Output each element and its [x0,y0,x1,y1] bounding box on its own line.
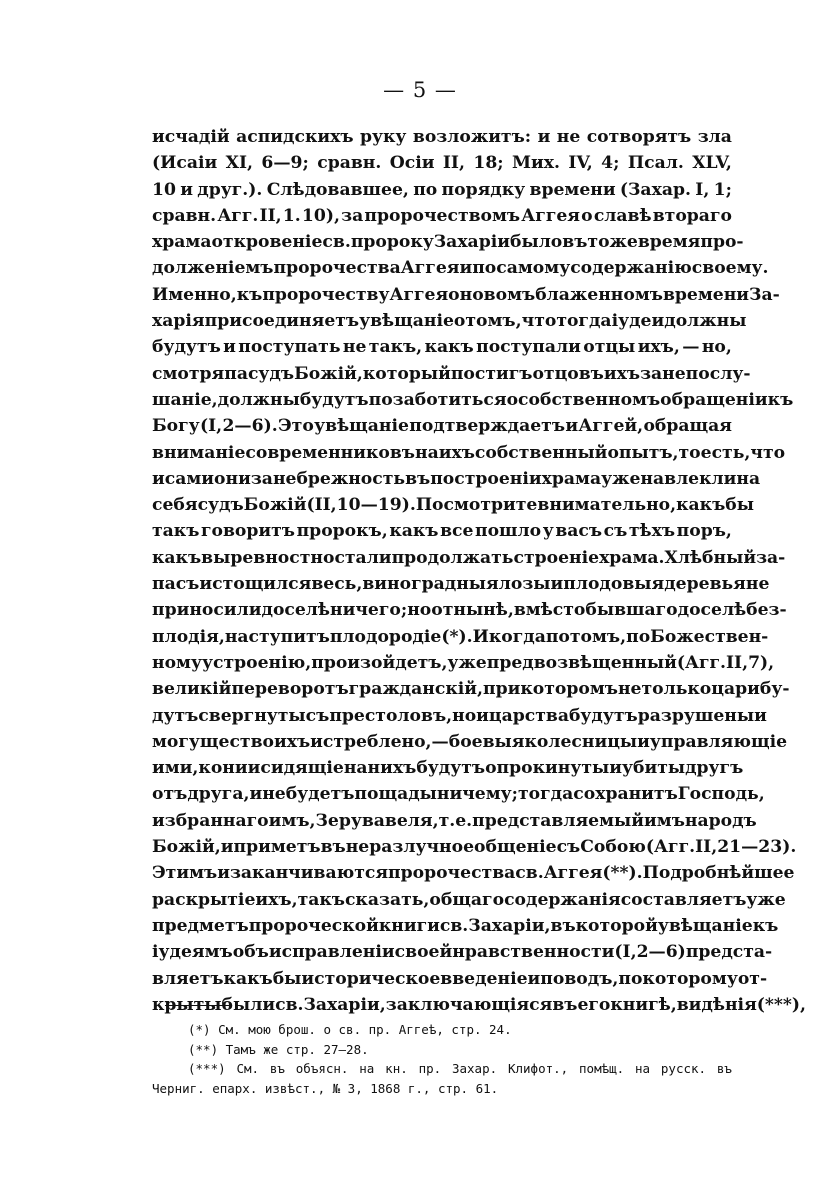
text-line: какъ вы ревностно стали продолжать строеніе храма. Хлѣбный за- [152,547,786,568]
text-line: могущество ихъ истреблено, — боевыя колесницы и управляющіе [152,731,788,752]
main-text [152,124,806,1018]
text-line: такъ говоритъ пророкъ, какъ все пошло у васъ съ тѣхъ поръ, [152,521,732,542]
text-line: смотря па судъ Божій, который постигъ отцовъ ихъ за непослу- [152,363,751,384]
text-line: шаніе, должны будутъ позаботиться о собственномъ обращеніи къ [152,389,794,410]
text-line: ими, кони и сидящіе на нихъ будутъ опрокинуты и убиты другъ [152,758,744,779]
text-line: сравн. Агг. II, 1. 10), за пророчествомъ Аггея о славѣ втораго [152,205,732,226]
text-line: харія присоединяетъ увѣщаніе о томъ, что тогда іудеи должны [152,311,747,332]
text-line: Божій, и приметъ въ неразлучное общеніе съ Собою (Агг. II, 21—23). [152,837,797,858]
text-line: Этимъ и заканчиваются пророчества св. Аггея (**). Подробнѣйшее [152,863,795,884]
footnote-divider [165,1005,231,1006]
text-line: іудеямъ объ исправленіи своей нравственности (I, 2—6) предста- [152,942,773,963]
page-number: — 5 — [383,78,457,102]
text-line: отъ друга, и не будетъ пощады ничему; тогда сохранитъ Господь, [152,784,765,805]
text-line: долженіемъ пророчества Аггея и по самому содержанію своему. [152,258,769,279]
text-line: избраннаго имъ, Зерувавеля, т. е. представляемый имъ народъ [152,810,757,831]
text-line: храма откровеніе св. пророку Захаріи было въ тоже время про- [152,232,744,253]
text-line: исчадій аспидскихъ руку возложитъ: и не сотворятъ зла [152,127,732,147]
text-line: Именно, къ пророчеству Аггея о новомъ блаженномъ времени За- [152,284,780,305]
text-line: предметъ пророческой книги св. Захаріи, въ которой увѣщаніе къ [152,915,779,936]
text-line: Богу (I, 2—6). Это увѣщаніе подтверждаетъ и Аггей, обращая [152,416,732,437]
text-line: 10 и друг.). Слѣдовавшее, по порядку времени (Захар. I, 1; [152,179,732,200]
text-line: (Исаіи XI, 6—9; сравн. Осіи II, 18; Мих. IV, 4; Псал. XLV, [152,153,732,174]
text-line: пасъ истощился весь, виноградныя лозы и плодовыя деревья не [152,574,770,595]
text-line: себя судъ Божій (II, 10—19). Посмотрите внимательно, какъ бы [152,495,754,516]
text-line: и сами они за небрежность въ построеніи храма уже навлекли на [152,468,761,489]
text-line: великій переворотъ гражданскій, при которомъ не только цари бу- [152,679,790,700]
text-line: плодія, наступитъ плодородіе (*). И когда потомъ, по Божествен- [152,626,769,647]
text-line: приносили доселѣ ничего; но отнынѣ, вмѣсто бывшаго доселѣ без- [152,600,787,621]
text-line: вляетъ какъ бы историческое введеніе и поводъ, по которому от- [152,968,768,989]
text-line: ному устроенію, произойдетъ, уже предвозвѣщенный (Агг. II, 7), [152,652,775,673]
text-line: дутъ свергнуты съ престоловъ, но и царства будутъ разрушены и [152,705,767,726]
footnotes [152,1020,732,1098]
footnote-line: Черниг. епарх. извѣст., № 3, 1868 г., стр. 61. [152,1080,499,1096]
text-line: крыты были св. Захаріи, заключающіяся въ его книгѣ, видѣнія (***), [152,994,806,1015]
footnote-line: (**) Тамъ же стр. 27—28. [188,1041,369,1057]
footnote-line: (*) См. мою брош. о св. пр. Аггеѣ, стр. 24. [188,1022,512,1037]
text-line: раскрытіе ихъ, такъ сказать, общаго содержанія составляетъ уже [152,889,786,910]
footnote-line: (***) См. въ объясн. на кн. пр. Захар. Клифот., помѣщ. на русск. въ [188,1061,732,1076]
text-line: вниманіе современниковъ на ихъ собственный опытъ, то есть, что [152,442,786,463]
text-line: будутъ и поступать не такъ, какъ поступали отцы ихъ, — но, [152,337,732,358]
